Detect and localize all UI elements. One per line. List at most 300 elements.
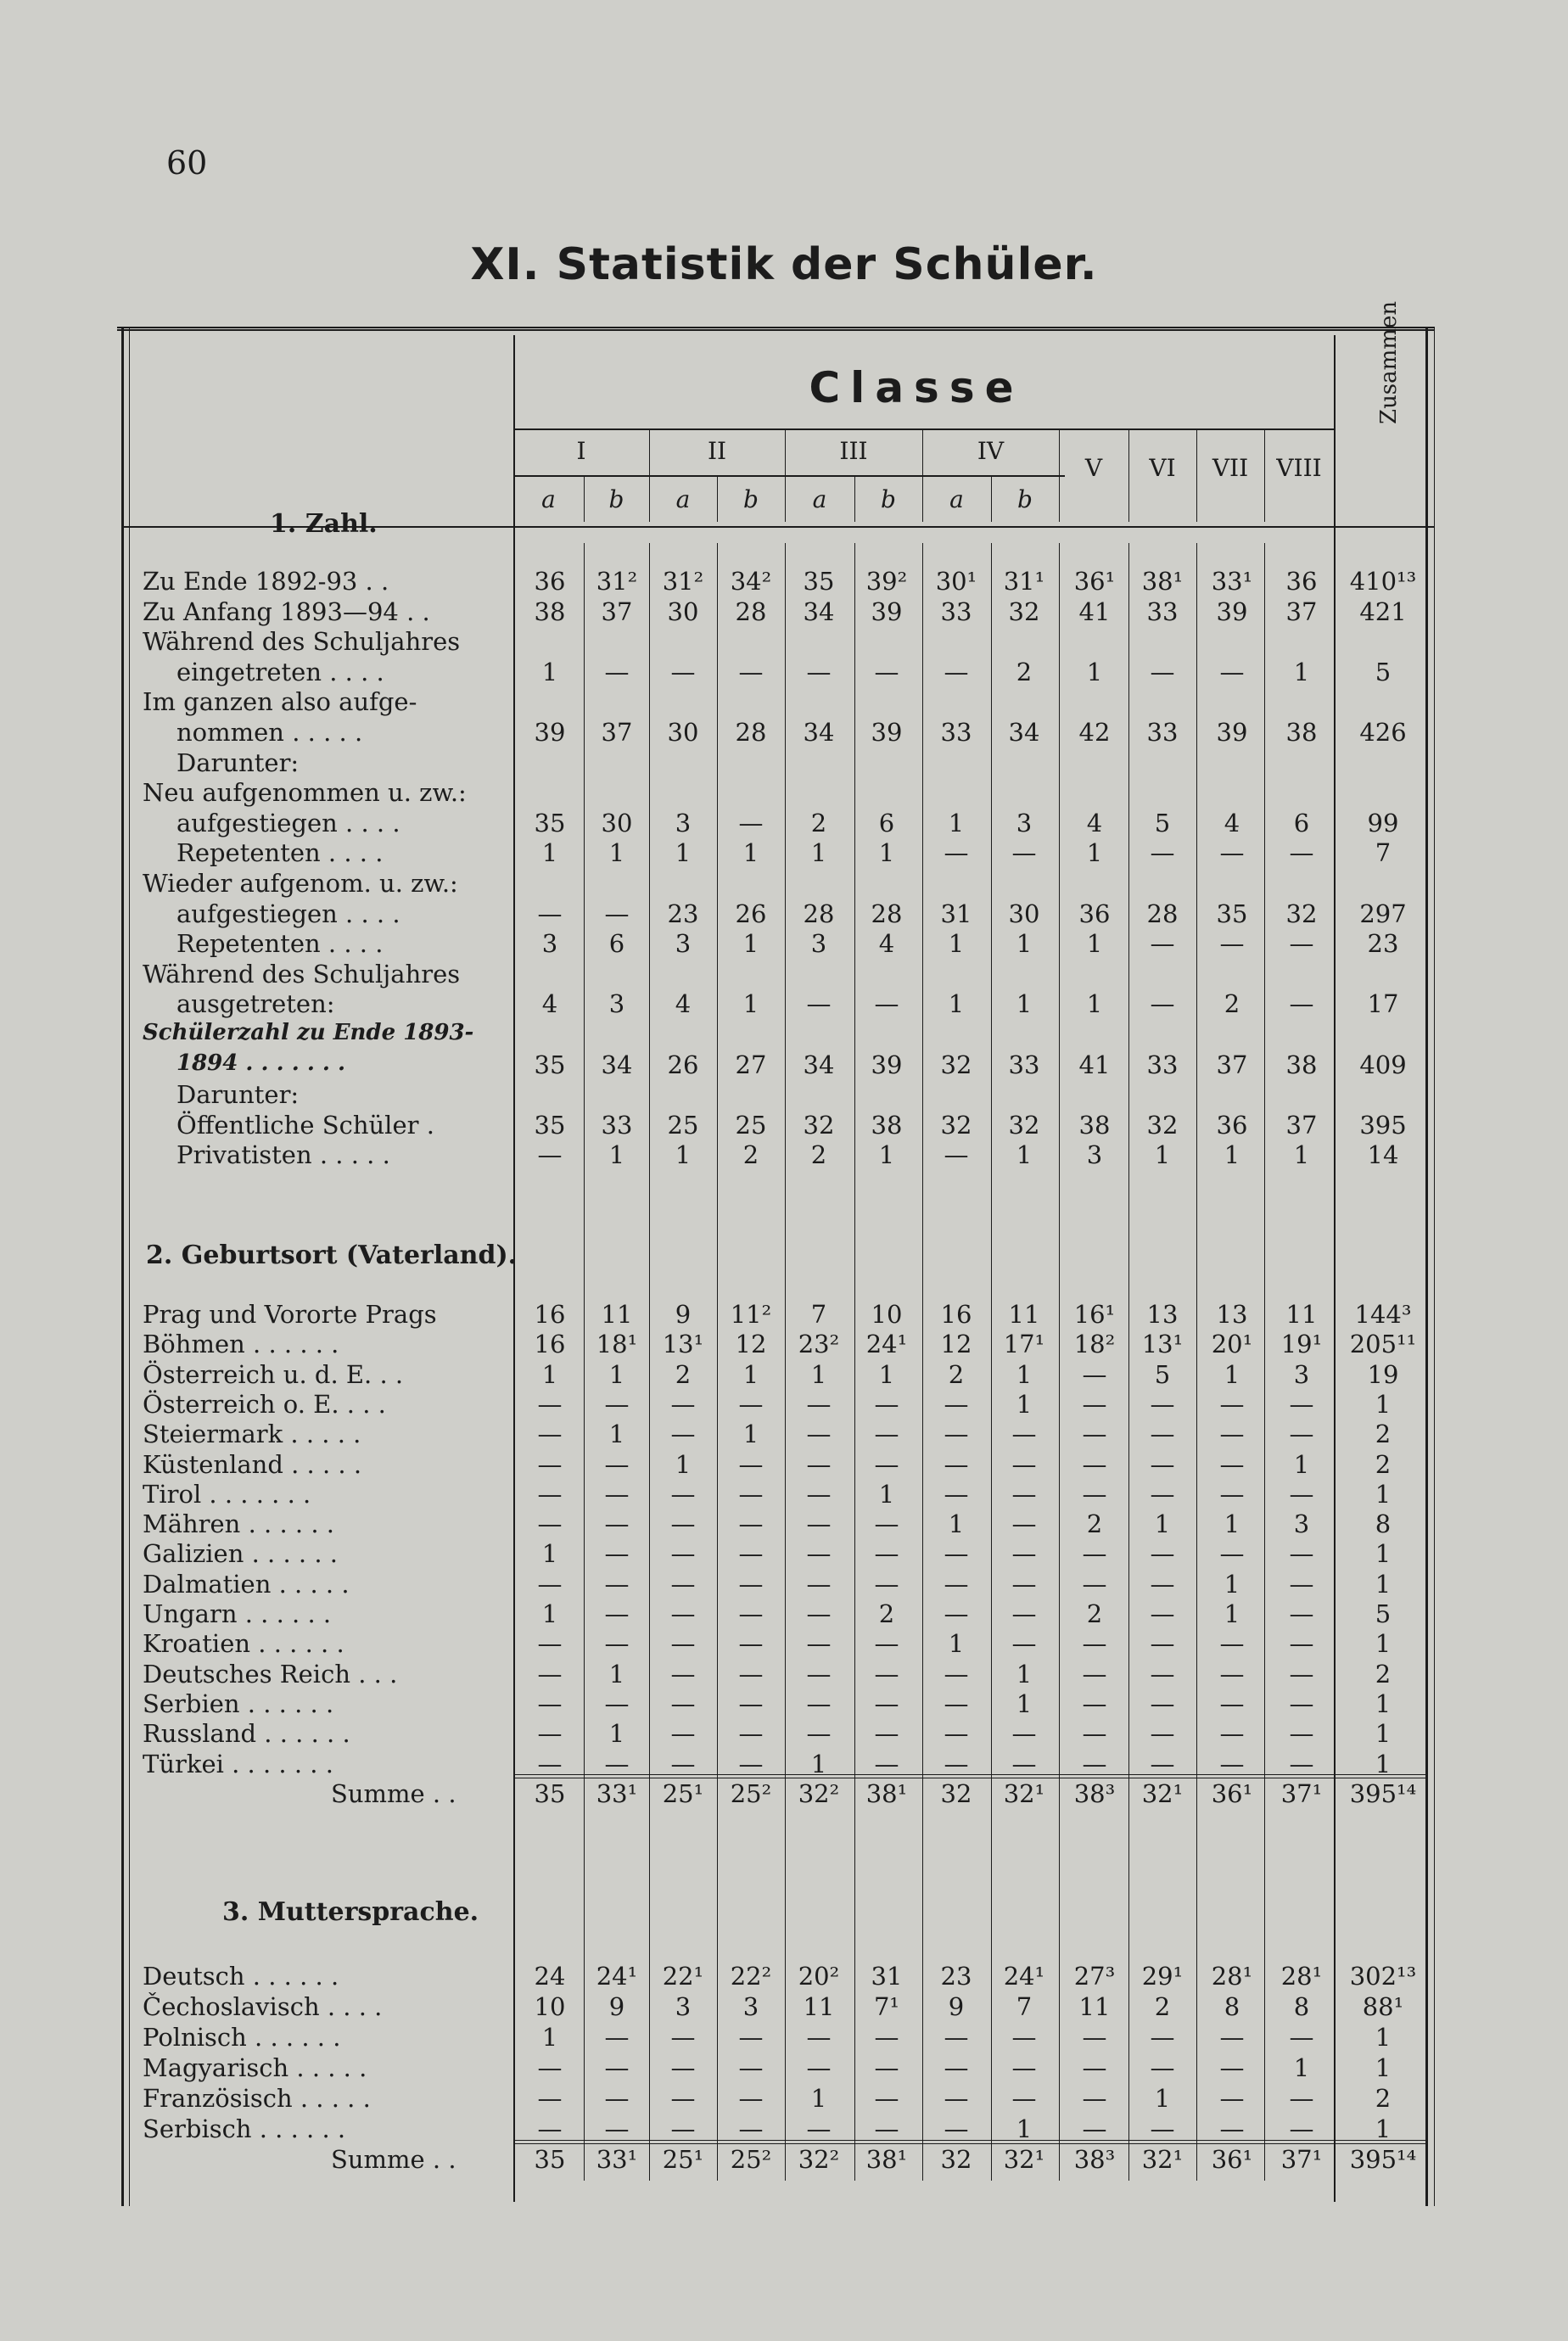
table-cell: — [944, 1659, 969, 1689]
table-cell: — [1150, 657, 1175, 686]
table-cell: 1 [608, 1359, 625, 1389]
table-cell: — [806, 1719, 832, 1749]
table-cell: 32 [940, 1778, 972, 1808]
table-cell: 35 [534, 1050, 566, 1079]
table-cell: 34 [803, 596, 835, 626]
table-cell: 1 [742, 989, 759, 1019]
table-cell: 1 [948, 1629, 965, 1659]
table-cell: — [1082, 1749, 1107, 1778]
table-cell: — [1082, 1359, 1107, 1389]
table-cell: 1 [810, 838, 827, 868]
table-cell: — [738, 1509, 764, 1539]
table-cell: 3 [541, 929, 558, 959]
table-cell: 421 [1359, 596, 1407, 626]
table-cell: 1 [675, 1449, 692, 1479]
row-label: ausgetreten: [176, 989, 335, 1019]
table-cell: 30 [1008, 899, 1040, 928]
table-cell: 30 [667, 718, 699, 747]
table-cell: 2 [878, 1599, 895, 1628]
table-cell: 1 [1375, 1749, 1392, 1778]
table-cell: — [537, 1479, 563, 1509]
row-label: Prag und Vororte Prags [143, 1300, 437, 1329]
row-label: Im ganzen also aufge- [143, 687, 417, 717]
table-cell: — [1289, 929, 1314, 959]
table-row [0, 809, 1568, 839]
table-cell: — [1011, 1509, 1037, 1539]
table-cell: 37 [1285, 1110, 1318, 1140]
table-cell: 32 [1285, 899, 1318, 928]
table-cell: — [1082, 1420, 1107, 1449]
table-row [0, 658, 1568, 688]
table-cell: 36 [1216, 1110, 1248, 1140]
table-cell: — [1011, 1599, 1037, 1628]
table-cell: — [670, 2053, 696, 2082]
table-cell: — [944, 2053, 969, 2082]
table-cell: 11 [1285, 1300, 1318, 1329]
table-cell: 1 [1224, 1140, 1240, 1170]
table-row [0, 567, 1568, 597]
table-cell: 2 [1224, 989, 1240, 1019]
row-label: Zu Ende 1892-93 . . [143, 567, 389, 596]
table-cell: 30 [601, 808, 633, 837]
table-cell: — [537, 1420, 563, 1449]
table-row [0, 1992, 1568, 2023]
table-cell: — [944, 1420, 969, 1449]
table-cell: — [1150, 1389, 1175, 1419]
table-cell: — [1011, 1479, 1037, 1509]
table-cell: — [537, 1719, 563, 1749]
table-cell: 33 [1146, 718, 1179, 747]
table-cell: 1 [608, 1420, 625, 1449]
table-cell: — [1219, 838, 1245, 868]
table-cell: 35 [534, 2145, 566, 2174]
table-cell: 1 [742, 838, 759, 868]
table-cell: 7 [1016, 1992, 1033, 2021]
table-cell: 1 [1016, 989, 1033, 1019]
table-cell: — [1011, 1749, 1037, 1778]
table-cell: 36 [1285, 567, 1318, 596]
table-cell: — [738, 1659, 764, 1689]
table-cell: 20² [798, 1962, 840, 1991]
table-cell: — [1219, 1420, 1245, 1449]
table-cell: — [806, 2053, 832, 2082]
table-cell: 38 [871, 1110, 903, 1140]
table-cell: 1 [1086, 657, 1103, 686]
table-cell: — [1150, 1420, 1175, 1449]
table-cell: 20¹ [1211, 1330, 1253, 1359]
table-cell: — [604, 1389, 630, 1419]
table-row [0, 2145, 1568, 2176]
table-cell: — [604, 1749, 630, 1778]
row-label: Magyarisch . . . . . [143, 2053, 367, 2082]
table-cell: 11 [1078, 1992, 1111, 2021]
table-cell: — [1150, 1629, 1175, 1659]
table-cell: — [1219, 1719, 1245, 1749]
table-cell: 6 [1293, 808, 1310, 837]
table-cell: — [944, 1479, 969, 1509]
table-cell: — [537, 899, 563, 928]
table-cell: 1 [1154, 1509, 1171, 1539]
table-cell: — [1150, 1479, 1175, 1509]
table-cell: 2 [1154, 1992, 1171, 2021]
table-cell: 2 [1016, 657, 1033, 686]
table-cell: — [1289, 1539, 1314, 1569]
table-row [0, 1111, 1568, 1141]
class-header-V: V [1084, 454, 1103, 482]
table-cell: 32² [798, 1778, 840, 1808]
table-cell: 1 [1224, 1599, 1240, 1628]
section-title-zahl: 1. Zahl. [270, 509, 378, 539]
table-cell: — [806, 1420, 832, 1449]
table-cell: 426 [1359, 718, 1407, 747]
table-cell: 36¹ [1073, 567, 1116, 596]
table-cell: 1 [608, 838, 625, 868]
table-cell: 28 [1146, 899, 1179, 928]
table-cell: — [1082, 2053, 1107, 2082]
table-cell: 3 [742, 1992, 759, 2021]
table-row [0, 960, 1568, 990]
table-cell: 10 [534, 1992, 566, 2021]
table-cell: 13 [1146, 1300, 1179, 1329]
table-cell: — [1219, 929, 1245, 959]
table-cell: — [604, 2023, 630, 2052]
table-cell: — [806, 2023, 832, 2052]
table-cell: 37¹ [1280, 1778, 1323, 1808]
table-cell: — [1082, 2114, 1107, 2143]
table-cell: — [670, 1569, 696, 1599]
table-cell: 34² [730, 567, 772, 596]
table-cell: — [604, 1509, 630, 1539]
row-label: Russland . . . . . . [143, 1719, 350, 1749]
table-cell: 30¹ [935, 567, 977, 596]
row-label: Serbien . . . . . . [143, 1689, 334, 1718]
subclass-header: b [608, 485, 624, 513]
table-cell: 3 [1293, 1359, 1310, 1389]
table-cell: — [944, 1449, 969, 1479]
table-cell: 1 [742, 1420, 759, 1449]
table-cell: 1 [1224, 1509, 1240, 1539]
table-cell: 9 [948, 1992, 965, 2021]
table-cell: — [670, 1539, 696, 1569]
table-cell: 1 [742, 1359, 759, 1389]
table-cell: — [537, 1569, 563, 1599]
table-cell: — [806, 1509, 832, 1539]
table-cell: — [1082, 1539, 1107, 1569]
table-cell: 39 [1216, 596, 1248, 626]
table-cell: 31¹ [1003, 567, 1045, 596]
table-cell: — [604, 1629, 630, 1659]
table-cell: — [944, 1599, 969, 1628]
table-cell: 4 [878, 929, 895, 959]
table-cell: 11 [803, 1992, 835, 2021]
table-cell: — [670, 1599, 696, 1628]
table-cell: — [1219, 1749, 1245, 1778]
table-cell: — [1082, 1689, 1107, 1718]
table-cell: — [738, 808, 764, 837]
class-header-IV: IV [977, 437, 1005, 465]
table-cell: 1 [1016, 1659, 1033, 1689]
table-cell: — [806, 1479, 832, 1509]
table-cell: — [537, 1659, 563, 1689]
table-cell: — [1011, 2023, 1037, 2052]
row-label: Französisch . . . . . [143, 2084, 371, 2113]
table-row [0, 1689, 1568, 1720]
table-cell: — [1219, 1479, 1245, 1509]
row-label: eingetreten . . . . [176, 657, 384, 686]
table-cell: — [1219, 1389, 1245, 1419]
table-cell: — [1219, 657, 1245, 686]
table-cell: — [1011, 1420, 1037, 1449]
row-label: Galizien . . . . . . [143, 1539, 339, 1569]
table-row [0, 1629, 1568, 1660]
table-cell: — [738, 2084, 764, 2113]
table-cell: 5 [1154, 808, 1171, 837]
table-cell: — [604, 2114, 630, 2143]
table-row [0, 718, 1568, 748]
table-cell: 3 [1293, 1509, 1310, 1539]
table-row [0, 1480, 1568, 1510]
table-cell: — [670, 1689, 696, 1718]
row-label: Mähren . . . . . . [143, 1509, 334, 1539]
table-cell: 38¹ [1141, 567, 1184, 596]
table-cell: 4 [1224, 808, 1240, 837]
table-cell: 14 [1367, 1140, 1399, 1170]
table-cell: 7 [810, 1300, 827, 1329]
table-cell: 12 [735, 1330, 767, 1359]
table-cell: — [1289, 1659, 1314, 1689]
table-cell: — [604, 1539, 630, 1569]
table-cell: — [1011, 2084, 1037, 2113]
table-cell: 22² [730, 1962, 772, 1991]
table-cell: 1 [948, 929, 965, 959]
table-cell: 205¹¹ [1349, 1330, 1417, 1359]
table-cell: 8 [1224, 1992, 1240, 2021]
table-cell: — [738, 2023, 764, 2052]
table-cell: 1 [1016, 1359, 1033, 1389]
table-cell: 16 [534, 1330, 566, 1359]
table-cell: — [1011, 1539, 1037, 1569]
table-cell: — [944, 2114, 969, 2143]
table-cell: 1 [1375, 1539, 1392, 1569]
table-cell: 2 [810, 1140, 827, 1170]
table-cell: — [1219, 1689, 1245, 1718]
table-cell: 18² [1073, 1330, 1116, 1359]
table-cell: — [874, 657, 899, 686]
table-row [0, 1420, 1568, 1450]
table-cell: 1 [1293, 2053, 1310, 2082]
table-cell: 33 [940, 718, 972, 747]
table-cell: 37 [601, 718, 633, 747]
row-label: Deutsch . . . . . . [143, 1962, 339, 1991]
table-cell: — [944, 838, 969, 868]
table-cell: 7¹ [873, 1992, 900, 2021]
table-cell: 10 [871, 1300, 903, 1329]
table-cell: — [1150, 1749, 1175, 1778]
class-header-II: II [707, 437, 727, 465]
table-cell: — [874, 1539, 899, 1569]
table-cell: 32 [940, 2145, 972, 2174]
table-cell: 2 [1375, 1420, 1392, 1449]
table-cell: — [1011, 1449, 1037, 1479]
table-cell: — [604, 1599, 630, 1628]
table-cell: — [738, 1569, 764, 1599]
table-cell: — [1150, 989, 1175, 1019]
row-rule [513, 428, 1334, 430]
table-cell: — [670, 2114, 696, 2143]
table-cell: 39 [871, 718, 903, 747]
table-cell: 36 [1078, 899, 1111, 928]
table-row [0, 1390, 1568, 1420]
table-cell: 1 [810, 1749, 827, 1778]
table-cell: — [537, 1689, 563, 1718]
table-cell: 28 [735, 596, 767, 626]
row-label: Küstenland . . . . . [143, 1449, 362, 1479]
table-cell: 23 [940, 1962, 972, 1991]
table-row [0, 1599, 1568, 1630]
table-cell: 38¹ [865, 1778, 908, 1808]
table-row [0, 989, 1568, 1020]
table-cell: 35 [1216, 899, 1248, 928]
table-cell: — [537, 1140, 563, 1170]
table-cell: 1 [1086, 838, 1103, 868]
table-cell: 8 [1293, 1992, 1310, 2021]
table-cell: 1 [608, 1719, 625, 1749]
table-cell: 38¹ [865, 2145, 908, 2174]
table-cell: — [944, 1569, 969, 1599]
page-number: 60 [166, 144, 208, 182]
table-cell: — [1150, 838, 1175, 868]
table-cell: 31 [871, 1962, 903, 1991]
row-label: Ungarn . . . . . . [143, 1599, 332, 1628]
table-cell: — [944, 2084, 969, 2113]
table-cell: 33¹ [596, 1778, 638, 1808]
table-cell: 36¹ [1211, 1778, 1253, 1808]
table-cell: 25¹ [662, 1778, 704, 1808]
table-cell: 36¹ [1211, 2145, 1253, 2174]
subclass-header: a [949, 485, 964, 513]
table-cell: 19¹ [1280, 1330, 1323, 1359]
table-cell: 395 [1359, 1110, 1407, 1140]
table-cell: — [604, 899, 630, 928]
table-cell: 409 [1359, 1050, 1407, 1079]
table-row [0, 1450, 1568, 1481]
table-cell: 6 [878, 808, 895, 837]
table-cell: — [1150, 1659, 1175, 1689]
class-header-VIII: VIII [1276, 454, 1322, 482]
table-row [0, 748, 1568, 779]
table-cell: 41 [1078, 1050, 1111, 1079]
table-cell: — [670, 1509, 696, 1539]
table-cell: 25² [730, 2145, 772, 2174]
table-cell: 11 [1008, 1300, 1040, 1329]
table-cell: — [738, 1449, 764, 1479]
row-label: Serbisch . . . . . . [143, 2114, 346, 2143]
section-title-geburtsort: 2. Geburtsort (Vaterland). [146, 1241, 518, 1270]
row-label: Österreich u. d. E. . . [143, 1359, 404, 1389]
classe-header: Classe [809, 363, 1024, 412]
table-cell: 3 [608, 989, 625, 1019]
table-cell: — [944, 1389, 969, 1419]
table-cell: — [874, 989, 899, 1019]
class-header-VI: VI [1149, 454, 1176, 482]
table-cell: — [1082, 1449, 1107, 1479]
row-label: Darunter: [176, 748, 300, 777]
row-label: Summe . . [331, 1778, 456, 1808]
table-cell: 1 [1375, 1689, 1392, 1718]
table-cell: 1 [1375, 1389, 1392, 1419]
table-cell: 12 [940, 1330, 972, 1359]
table-cell: — [874, 1629, 899, 1659]
table-cell: 410¹³ [1349, 567, 1417, 596]
table-cell: 24¹ [596, 1962, 638, 1991]
table-cell: — [1289, 1599, 1314, 1628]
table-cell: — [1289, 1689, 1314, 1718]
table-cell: 1 [1375, 2053, 1392, 2082]
table-cell: — [1150, 1599, 1175, 1628]
table-cell: — [874, 1449, 899, 1479]
table-cell: — [670, 1719, 696, 1749]
table-cell: — [1219, 1629, 1245, 1659]
table-cell: 37 [1285, 596, 1318, 626]
table-cell: — [738, 2114, 764, 2143]
table-cell: 16¹ [1073, 1300, 1116, 1329]
table-cell: — [1150, 2023, 1175, 2052]
table-cell: 3 [810, 929, 827, 959]
table-cell: — [944, 1140, 969, 1170]
table-cell: 35 [803, 567, 835, 596]
table-cell: 33 [1146, 596, 1179, 626]
table-cell: — [1082, 2084, 1107, 2113]
row-label: Böhmen . . . . . . [143, 1330, 339, 1359]
class-header-VII: VII [1212, 454, 1249, 482]
page-title: XI. Statistik der Schüler. [470, 239, 1098, 290]
table-cell: 302¹³ [1349, 1962, 1417, 1991]
row-label: Repetenten . . . . [176, 838, 384, 868]
table-cell: 16 [534, 1300, 566, 1329]
table-cell: — [670, 1389, 696, 1419]
table-cell: — [604, 2053, 630, 2082]
table-cell: — [1289, 1569, 1314, 1599]
table-cell: — [1219, 1449, 1245, 1479]
table-cell: 32 [1008, 596, 1040, 626]
table-row [0, 838, 1568, 869]
table-cell: 99 [1367, 808, 1399, 837]
table-cell: 9 [675, 1300, 692, 1329]
row-label: Privatisten . . . . . [176, 1140, 390, 1170]
table-cell: 4 [675, 989, 692, 1019]
table-cell: 2 [742, 1140, 759, 1170]
table-cell: 5 [1375, 657, 1392, 686]
zusammen-header: Zusammen [1376, 300, 1402, 424]
table-cell: 13¹ [662, 1330, 704, 1359]
table-cell: 1 [541, 1599, 558, 1628]
table-cell: — [537, 1749, 563, 1778]
table-cell: 28¹ [1211, 1962, 1253, 1991]
table-cell: — [670, 657, 696, 686]
table-cell: 35 [534, 1110, 566, 1140]
row-label: aufgestiegen . . . . [176, 899, 400, 928]
table-cell: — [944, 2023, 969, 2052]
table-cell: 34 [1008, 718, 1040, 747]
table-cell: — [604, 2084, 630, 2113]
subclass-header: b [743, 485, 759, 513]
table-cell: 33 [940, 596, 972, 626]
table-cell: 1 [948, 1509, 965, 1539]
table-cell: 33¹ [596, 2145, 638, 2174]
table-cell: — [1150, 1539, 1175, 1569]
row-label: Österreich o. E. . . . [143, 1389, 386, 1419]
table-cell: 1 [1154, 1140, 1171, 1170]
